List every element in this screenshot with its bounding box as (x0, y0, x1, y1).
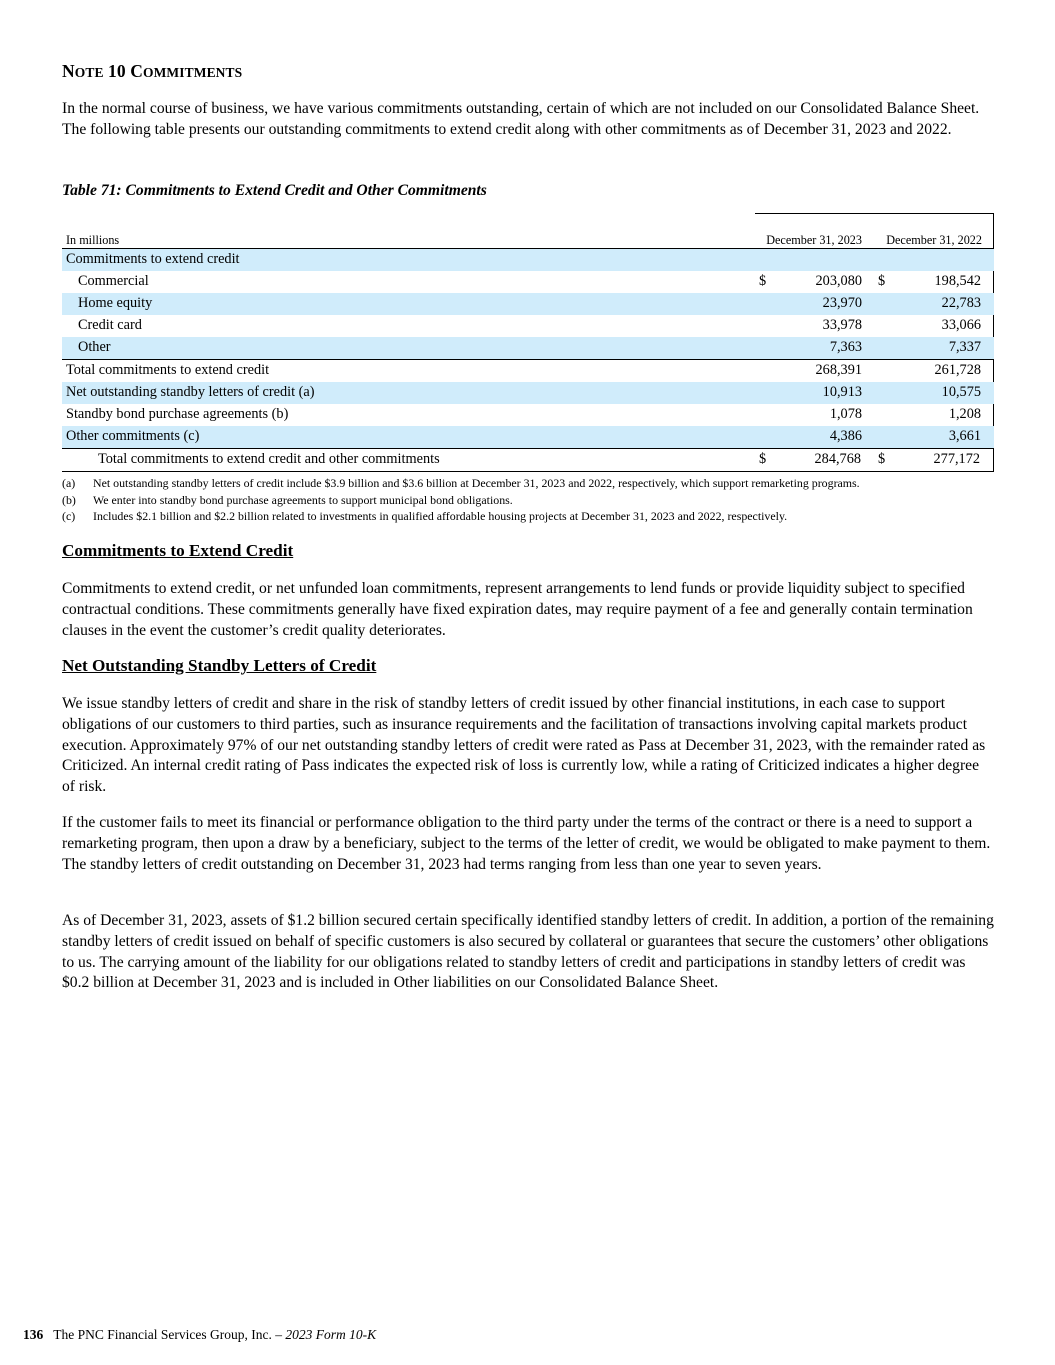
paragraph-standby-2: If the customer fails to meet its financial or performance obligation to the third party under the terms of the contract or there is a need to support a remarketing program, then upon a draw by a beneficiary, subject to the terms of the letter of credit, we would be obligated to make payment to them. The standby letters of credit outstanding on December 31, 2023 had terms ranging from less than one year to seven years. (62, 814, 991, 873)
note-title: NOTE 10 COMMITMENTS (62, 61, 243, 81)
value-2023: 1,078 (829, 406, 862, 422)
value-2023: 10,913 (822, 384, 862, 400)
value-2023: 23,970 (822, 295, 862, 311)
currency-symbol-2022: $ (878, 273, 886, 289)
footnote-text: Net outstanding standby letters of credit include $3.9 billion and $3.6 billion at December 31, 2023 and 2022, respectively, which support remarketing programs. (93, 476, 860, 490)
currency-symbol-2022: $ (878, 451, 886, 467)
table-body (62, 248, 994, 472)
footnote-text: Includes $2.1 billion and $2.2 billion related to investments in qualified affordable housing projects at December 31, 2023 and 2022, respectively. (93, 509, 788, 523)
table-row (62, 271, 994, 293)
row-label: Other (78, 339, 111, 355)
table-title: Table 71: Commitments to Extend Credit and Other Commitments (62, 182, 487, 199)
column-header-2023: December 31, 2023 (766, 233, 862, 247)
table-footnotes (62, 475, 994, 525)
value-2023: 203,080 (815, 273, 862, 289)
section-heading-commitments: Commitments to Extend Credit (62, 541, 294, 560)
value-2023: 4,386 (829, 428, 862, 444)
value-2022: 261,728 (934, 362, 981, 378)
row-label: Total commitments to extend credit (66, 362, 270, 378)
row-label: Commitments to extend credit (66, 251, 240, 267)
row-label: Home equity (78, 295, 153, 311)
table-row (62, 359, 994, 382)
footer-form: 2023 Form 10-K (285, 1327, 377, 1342)
row-label: Credit card (78, 317, 142, 333)
table-row (62, 448, 994, 472)
value-2023: 268,391 (815, 362, 862, 378)
value-2023: 284,768 (814, 451, 861, 467)
page-footer (23, 1327, 376, 1343)
row-label: Other commitments (c) (66, 428, 200, 444)
paragraph-commitments: Commitments to extend credit, or net unfunded loan commitments, represent arrangements to lend funds or provide liquidity subject to specified contractual conditions. These commitments generally have fixed expiration dates, may require payment of a fee and generally contain termination clauses in the event the customer’s credit quality deteriorates. (62, 580, 973, 639)
unit-label: In millions (66, 233, 120, 247)
row-label: Standby bond purchase agreements (b) (66, 406, 289, 422)
value-2022: 277,172 (933, 451, 980, 467)
table-row (62, 404, 994, 426)
currency-symbol-2023: $ (759, 273, 767, 289)
row-label: Net outstanding standby letters of credit (a) (66, 384, 315, 400)
footnote (62, 492, 994, 509)
page-number: 136 (23, 1327, 44, 1342)
footnote-key: (b) (62, 492, 76, 507)
value-2022: 22,783 (941, 295, 981, 311)
table-row (62, 382, 994, 404)
value-2022: 10,575 (941, 384, 981, 400)
footnote-key: (c) (62, 509, 76, 523)
value-2022: 198,542 (934, 273, 981, 289)
table-row (62, 315, 994, 337)
value-2023: 7,363 (829, 339, 862, 355)
value-2022: 3,661 (948, 428, 981, 444)
value-2022: 33,066 (941, 317, 981, 333)
footnote (62, 475, 994, 492)
footnote-key: (a) (62, 476, 76, 490)
footer-company: The PNC Financial Services Group, Inc. – (53, 1327, 286, 1342)
value-2022: 7,337 (948, 339, 981, 355)
value-2023: 33,978 (822, 317, 862, 333)
row-label: Commercial (78, 273, 149, 289)
row-label: Total commitments to extend credit and other commitments (98, 451, 440, 467)
footnote (62, 508, 994, 525)
table-row (62, 293, 994, 315)
value-2022: 1,208 (948, 406, 981, 422)
table-row (62, 337, 994, 359)
table-row (62, 426, 994, 448)
paragraph-standby-1: We issue standby letters of credit and share in the risk of standby letters of credit issued by other financial institutions, in each case to support obligations of our customers to third parties, such as insurance requirements and the facilitation of transactions involving capital markets product execution. Approximately 97% of our net outstanding standby letters of credit were rated as Pass at December 31, 2023, with the remainder rated as Criticized. An internal credit rating of Pass indicates the expected risk of loss is currently low, while a rating of Criticized indicates a higher degree of risk. (62, 695, 986, 796)
intro-paragraph: In the normal course of business, we have various commitments outstanding, certain of which are not included on our Consolidated Balance Sheet. The following table presents our outstanding commitments to extend credit along with other commitments as of December 31, 2023 and 2022. (62, 100, 980, 138)
table-row (62, 249, 994, 271)
footnote-text: We enter into standby bond purchase agreements to support municipal bond obligations. (93, 492, 513, 507)
column-header-2022: December 31, 2022 (886, 233, 982, 247)
section-heading-standby-letters: Net Outstanding Standby Letters of Credit (62, 656, 377, 675)
paragraph-standby-3: As of December 31, 2023, assets of $1.2 billion secured certain specifically identified standby letters of credit. In addition, a portion of the remaining standby letters of credit issued on behalf of specific customers is also secured by collateral or guarantees that secure the customers’ other obligations to us. The carrying amount of the liability for our obligations related to standby letters of credit and participations in standby letters of credit was $0.2 billion at December 31, 2023 and is included in Other liabilities on our Consolidated Balance Sheet. (62, 912, 994, 992)
currency-symbol-2023: $ (759, 451, 767, 467)
